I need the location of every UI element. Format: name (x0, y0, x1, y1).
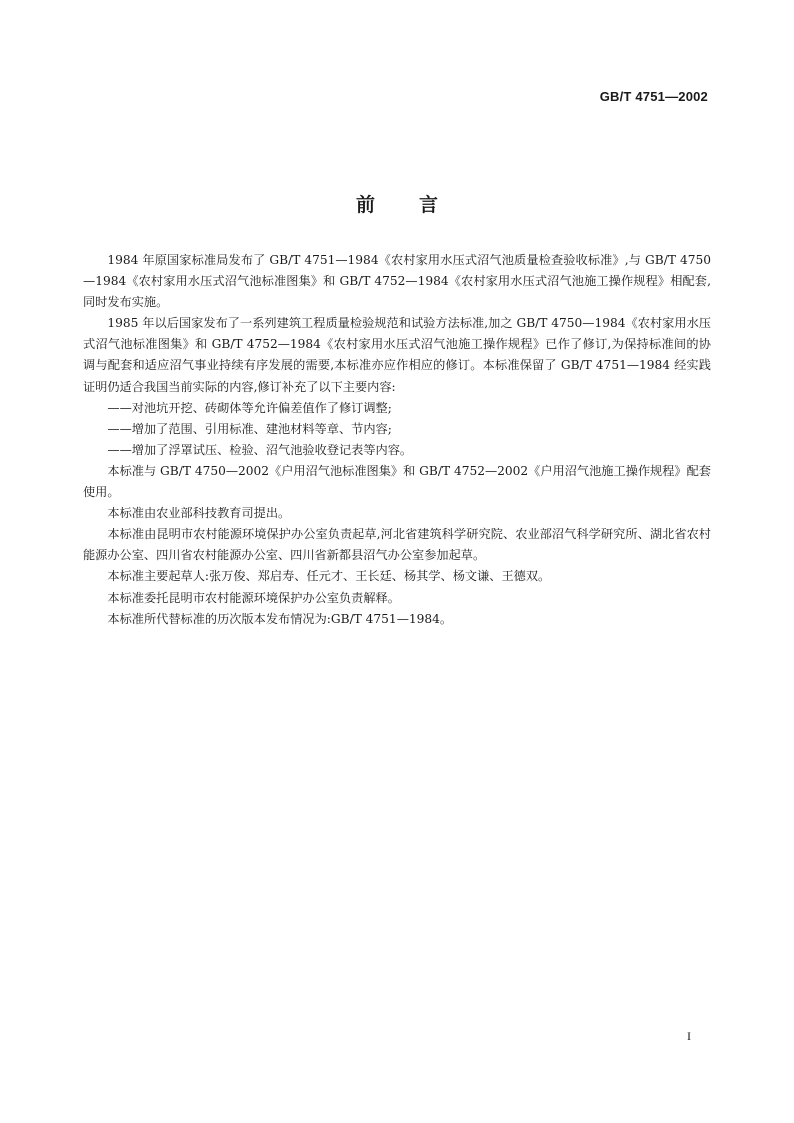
standard-number: GB/T 4751—2002 (599, 89, 708, 104)
list-item: ——增加了范围、引用标准、建池材料等章、节内容; (107, 421, 392, 436)
paragraph-replaced-versions: 本标准所代替标准的历次版本发布情况为:GB/T 4751—1984。 (107, 611, 453, 626)
paragraph-history: 1984 年原国家标准局发布了 GB/T 4751—1984《农村家用水压式沼气池质量检查验收标准》,与 GB/T 4750—1984《农村家用水压式沼气池标准图集》和 GB/T 4752—1984《农村家用水压式沼气池施工操作规程》相配套,同时发布实施。 (83, 253, 711, 310)
list-item: ——对池坑开挖、砖砌体等允许偏差值作了修订调整; (107, 400, 392, 415)
paragraph-proposer: 本标准由农业部科技教育司提出。 (107, 506, 291, 521)
paragraph-drafters: 本标准主要起草人:张万俊、郑启寿、任元才、王长廷、杨其学、杨文谦、王德双。 (107, 569, 551, 584)
page-number: I (687, 1029, 691, 1043)
paragraph-drafting-organizations: 本标准由昆明市农村能源环境保护办公室负责起草,河北省建筑科学研究院、农业部沼气科学研究所、湖北省农村能源办公室、四川省农村能源办公室、四川省新都县沼气办公室参加起草。 (83, 527, 711, 563)
page-title: 前言 (355, 194, 482, 216)
list-item: ——增加了浮罩试压、检验、沼气池验收登记表等内容。 (107, 442, 413, 457)
foreword-body (83, 250, 711, 630)
paragraph-interpretation: 本标准委托昆明市农村能源环境保护办公室负责解释。 (107, 590, 400, 605)
paragraph-companion-standards: 本标准与 GB/T 4750—2002《户用沼气池标准图集》和 GB/T 4752—2002《户用沼气池施工操作规程》配套使用。 (83, 463, 711, 500)
paragraph-revision-reason: 1985 年以后国家发布了一系列建筑工程质量检验规范和试验方法标准,加之 GB/T 4750—1984《农村家用水压式沼气池标准图集》和 GB/T 4752—1984《农村家用水压式沼气池施工操作规程》已作了修订,为保持标准间的协调与配套和适应沼气事业持续有序发展的需要,本标准亦应作相应的修订。本标准保留了 GB/T 4751—1984 经实践证明仍适合我国当前实际的内容,修订补充了以下主要内容: (83, 316, 711, 394)
